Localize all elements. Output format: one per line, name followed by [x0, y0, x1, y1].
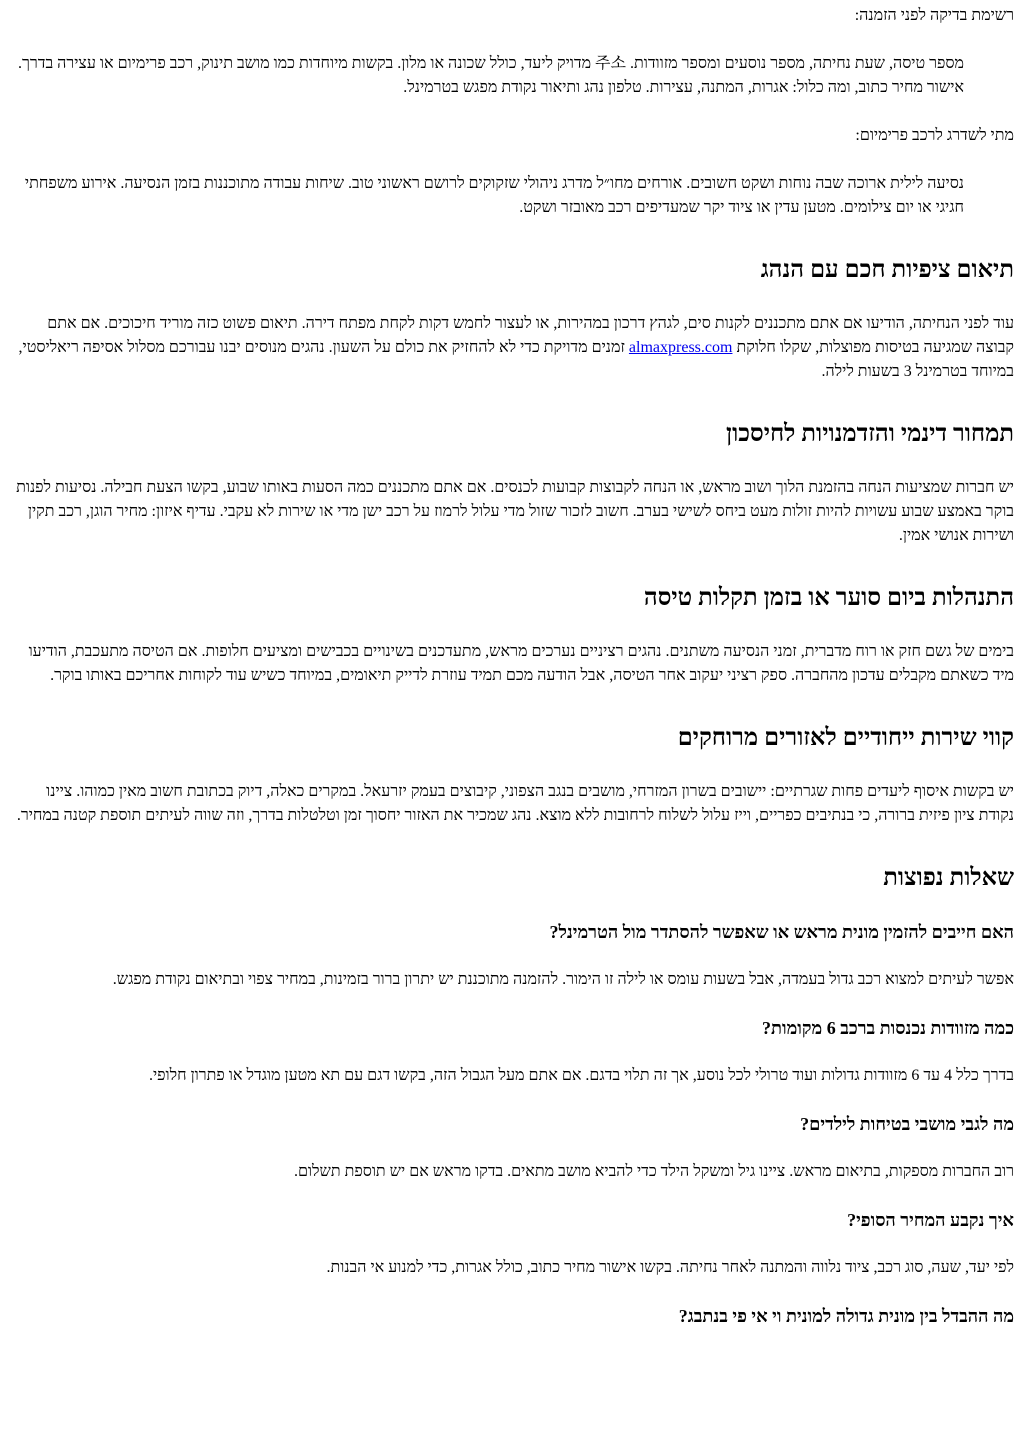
section-storm-paragraph: בימים של גשם חזק או רוח מדברית, זמני הנסיעה משתנים. נהגים רציניים נערכים מראש, מתעדכנים בשינויים בכבישים ומציעים חלופות. אם הטיסה מתעכבת, הודיעו מיד כשאתם מקבלים עדכון מהחברה. ספק רציני יעקוב אחר הטיסה, אבל הודעה מכם תמיד עוזרת לדייק תיאומים, במיוחד כשיש עוד לקוחות אחריכם באותו בוקר. — [28, 643, 1014, 684]
faq-answer: רוב החברות מספקות, בתיאום מראש. ציינו גיל ומשקל הילד כדי להביא מושב מתאים. בדקו מראש אם יש תוספת תשלום. — [293, 1163, 1014, 1180]
faq-question: כמה מזוודות נכנסות ברכב 6 מקומות? — [762, 1018, 1014, 1038]
section-storm-heading: התנהלות ביום סוער או בזמן תקלות טיסה — [643, 585, 1014, 611]
faq-question: מה ההבדל בין מונית גדולה למונית וי אי פי בנתבג? — [678, 1306, 1014, 1326]
premium-text: נסיעה לילית ארוכה שבה נוחות ושקט חשובים. אורחים מחו״ל מדרג ניהולי שזקוקים לרושם ראשוני טוב. שיחות עבודה מתוכננות בזמן הנסיעה. אירוע משפחתי חגיגי או יום צילומים. מטען עדין או ציוד יקר שמעדיפים רכב מאובזר ושקט. — [24, 175, 964, 216]
coordination-text-after-link: זמנים מדויקת כדי לא להחזיק את כולם על השעון. נהגים מנוסים יבנו עבורכם מסלול אסיפה ריאליסטי, במיוחד בטרמינל 3 בשעות לילה. — [18, 339, 1014, 380]
section-pricing-heading: תמחור דינמי והזדמנויות לחיסכון — [726, 421, 1014, 447]
section-coordination-paragraph — [14, 312, 1014, 384]
faq-answer: בדרך כלל 4 עד 6 מזוודות גדולות ועוד טרולי לכל נוסע, אך זה תלוי בדגם. אם אתם מעל הגבול הזה, בקשו דגם עם תא מטען מוגדל או פתרון חלופי. — [148, 1067, 1014, 1084]
almaxpress-link[interactable]: almaxpress.com — [628, 339, 733, 356]
faq-answer: לפי יעד, שעה, סוג רכב, ציוד נלווה והמתנה לאחר נחיתה. בקשו אישור מחיר כתוב, כולל אגרות, כדי למנוע אי הבנות. — [326, 1259, 1014, 1276]
section-coordination-heading: תיאום ציפיות חכם עם הנהג — [760, 257, 1014, 283]
checklist-text: מספר טיסה, שעת נחיתה, מספר נוסעים ומספר מזוודות. 주소 מדויק ליעד, כולל שכונה או מלון. בקשות מיוחדות כמו מושב תינוק, רכב פרימיום או עצירה בדרך. אישור מחיר כתוב, ומה כלול: אגרות, המתנה, עצירות. טלפון נהג ותיאור נקודת מפגש בטרמינל. — [18, 55, 964, 96]
premium-label: מתי לשדרג לרכב פרימיום: — [855, 127, 1014, 144]
faq-heading: שאלות נפוצות — [883, 865, 1014, 891]
checklist-label: רשימת בדיקה לפני הזמנה: — [854, 7, 1014, 24]
faq-question: האם חייבים להזמין מונית מראש או שאפשר להסתדר מול הטרמינל? — [549, 922, 1014, 942]
faq-answer: אפשר לעיתים למצוא רכב גדול בעמדה, אבל בשעות עומס או לילה זו הימור. להזמנה מתוכננת יש יתרון ברור בזמינות, במחיר צפוי ובתיאום נקודת מפגש. — [112, 971, 1014, 988]
section-remote-heading: קווי שירות ייחודיים לאזורים מרוחקים — [677, 725, 1014, 751]
section-pricing-paragraph: יש חברות שמציעות הנחה בהזמנת הלוך ושוב מראש, או הנחה לקבוצות קבועות לכנסים. אם אתם מתכננים כמה הסעות באותו שבוע, בקשו הצעת חבילה. נסיעות לפנות בוקר באמצע שבוע עשויות להיות זולות מעט ביחס לשישי בערב. חשוב לזכור שזול מדי עלול לרמוז על רכב ישן מדי או שירות לא עקבי. עדיף איזון: מחיר הוגן, רכב תקין ושירות אנושי אמין. — [16, 479, 1014, 544]
section-remote-paragraph: יש בקשות איסוף ליעדים פחות שגרתיים: יישובים בשרון המזרחי, מושבים בנגב הצפוני, קיבוצים בעמק יזרעאל. במקרים כאלה, דיוק בכתובת חשוב מאין כמוהו. ציינו נקודת ציון פיזית ברורה, כי בנתיבים כפריים, וייז עלול לשלוח לרחובות ללא מוצא. נהג שמכיר את האזור יחסוך זמן וטלטלות בדרך, וזה שווה לעיתים תוספת קטנה במחיר. — [16, 783, 1014, 824]
coordination-text-before-link: עוד לפני הנחיתה, הודיעו אם אתם מתכננים לקנות סים, לגהץ דרכון במהירות, או לעצור לחמש דקות לקחת מפתח דירה. תיאום פשוט כזה מוריד חיכוכים. אם אתם קבוצה שמגיעה בטיסות מפוצלות, שקלו חלוקת — [47, 315, 1014, 356]
faq-question: מה לגבי מושבי בטיחות לילדים? — [800, 1114, 1014, 1134]
faq-question: איך נקבע המחיר הסופי? — [847, 1210, 1014, 1230]
